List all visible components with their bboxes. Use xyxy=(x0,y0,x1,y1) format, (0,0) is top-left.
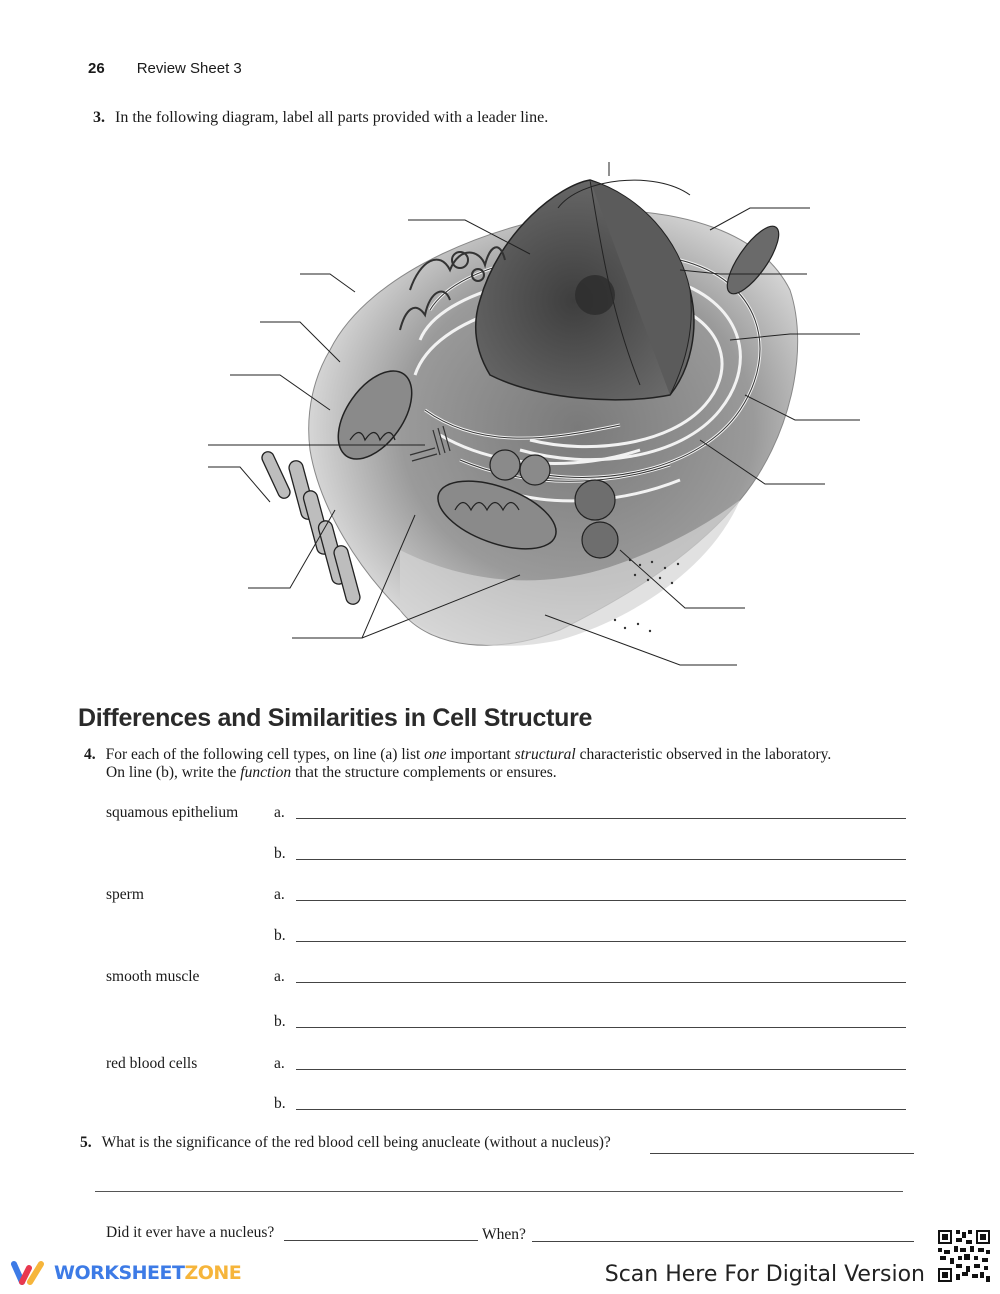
cell-illustration-icon xyxy=(200,150,870,680)
question-text: important xyxy=(446,746,515,763)
answer-line[interactable] xyxy=(296,859,906,860)
line-letter: a. xyxy=(274,968,285,985)
question-text: In the following diagram, label all parts provided with a leader line. xyxy=(115,109,549,126)
line-letter: b. xyxy=(274,1013,286,1030)
question-text: For each of the following cell types, on line (a) list xyxy=(105,746,425,763)
answer-line[interactable] xyxy=(296,900,906,901)
line-letter: a. xyxy=(274,1055,285,1072)
answer-line[interactable] xyxy=(296,941,906,942)
line-letter: b. xyxy=(274,1095,286,1112)
cell-type-label: sperm xyxy=(106,886,144,903)
sheet-title: Review Sheet 3 xyxy=(136,60,242,77)
logo-w-icon xyxy=(10,1260,46,1286)
sub-question-when: When? xyxy=(482,1226,526,1243)
answer-row xyxy=(106,845,906,867)
answer-row xyxy=(106,804,906,826)
answer-row xyxy=(106,968,906,990)
line-letter: a. xyxy=(274,886,285,903)
line-letter: a. xyxy=(274,804,285,821)
qr-code-icon[interactable] xyxy=(936,1228,992,1284)
line-letter: b. xyxy=(274,845,286,862)
answer-row xyxy=(106,886,906,908)
cell-type-label: smooth muscle xyxy=(106,968,200,985)
answer-line[interactable] xyxy=(296,1069,906,1070)
question-text: that the structure complements or ensures. xyxy=(291,764,557,781)
answer-line[interactable] xyxy=(284,1240,478,1241)
cell-type-label: squamous epithelium xyxy=(106,804,239,821)
question-5 xyxy=(80,1134,611,1152)
sub-question-nucleus: Did it ever have a nucleus? xyxy=(106,1224,275,1241)
question-number: 5. xyxy=(80,1134,92,1151)
question-text: On line (b), write the xyxy=(106,764,241,781)
question-3 xyxy=(93,109,548,127)
section-title: Differences and Similarities in Cell Structure xyxy=(78,704,593,732)
answer-line[interactable] xyxy=(296,982,906,983)
question-number: 4. xyxy=(84,746,96,763)
answer-line[interactable] xyxy=(650,1153,914,1154)
answer-line[interactable] xyxy=(95,1191,903,1192)
line-letter: b. xyxy=(274,927,286,944)
brand-name-part2: ZONE xyxy=(184,1262,242,1284)
cell-diagram xyxy=(200,150,870,680)
question-4 xyxy=(84,746,924,782)
emphasis-text: one xyxy=(424,746,447,763)
question-text: What is the significance of the red blood cell being anucleate (without a nucleus)? xyxy=(101,1134,611,1151)
question-number: 3. xyxy=(93,109,105,126)
worksheetzone-logo[interactable] xyxy=(10,1258,241,1288)
emphasis-text: structural xyxy=(514,746,576,763)
emphasis-text: function xyxy=(240,764,292,781)
answer-line[interactable] xyxy=(532,1241,914,1242)
answer-row xyxy=(106,927,906,949)
answer-row xyxy=(106,1055,906,1077)
cell-type-label: red blood cells xyxy=(106,1055,198,1072)
answer-line[interactable] xyxy=(296,1109,906,1110)
answer-line[interactable] xyxy=(296,1027,906,1028)
scan-instruction: Scan Here For Digital Version xyxy=(604,1262,925,1287)
page-number: 26 xyxy=(88,60,105,77)
page-header xyxy=(88,60,242,77)
brand-name-part1: WORKSHEET xyxy=(54,1262,185,1284)
question-text: characteristic observed in the laboratory. xyxy=(575,746,832,763)
answer-row xyxy=(106,1095,906,1117)
answer-line[interactable] xyxy=(296,818,906,819)
answer-row xyxy=(106,1013,906,1035)
